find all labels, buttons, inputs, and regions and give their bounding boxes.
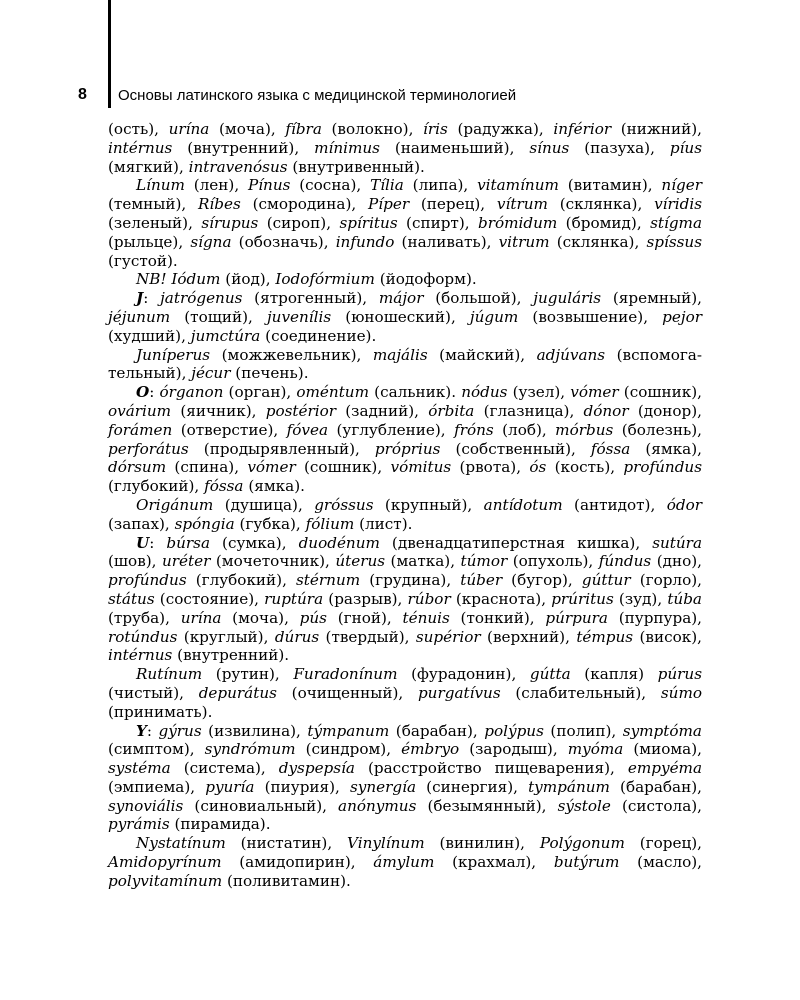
translation-text: (пирамида). (169, 815, 271, 834)
latin-term: spóngia (174, 514, 235, 533)
latin-term: státus (108, 589, 155, 608)
translation-text: (разрыв), (323, 589, 408, 608)
translation-text: (нистатин), (225, 834, 348, 853)
latin-term: Origánum (136, 495, 214, 514)
latin-term: Tília (370, 176, 404, 195)
latin-term: intravenósus (188, 157, 288, 176)
latin-term: Furadonínum (293, 665, 398, 684)
latin-term: profúndus (623, 458, 702, 477)
latin-term: spíssus (646, 232, 702, 251)
translation-text: (пазуха), (569, 138, 670, 157)
latin-term: pyuría (205, 777, 255, 796)
latin-term: depurátus (198, 683, 277, 702)
latin-term: infundo (335, 232, 395, 251)
latin-term: pejor (662, 307, 702, 326)
translation-text: (внутривенный). (287, 157, 425, 176)
translation-text: (горец), (624, 834, 702, 853)
translation-text: (барабан), (389, 721, 485, 740)
section-letter: O (136, 383, 150, 402)
translation-text: (орган), (223, 383, 297, 402)
paragraph (108, 289, 702, 345)
translation-text: (дно), (651, 552, 702, 571)
latin-term: anónymus (338, 796, 417, 815)
translation-text: (сумка), (210, 533, 299, 552)
latin-term: próprius (374, 439, 441, 458)
page-number: 8 (78, 86, 87, 103)
translation-text: (донор), (628, 401, 702, 420)
latin-term: polyvitamínum (108, 871, 223, 890)
latin-term: júgum (469, 307, 519, 326)
latin-term: ténuis (402, 608, 450, 627)
translation-text: (душица), (213, 495, 315, 514)
latin-term: dúrus (274, 627, 320, 646)
translation-text: (лен), (184, 176, 248, 195)
latin-term: vítrum (496, 195, 548, 214)
latin-term: fíbra (285, 120, 322, 138)
latin-term: Vinylínum (347, 834, 425, 853)
latin-term: tympánum (528, 777, 610, 796)
latin-term: juvenílis (266, 307, 332, 326)
translation-text: (темный), (108, 195, 198, 214)
translation-text: (двенадцатиперстная кишка), (379, 533, 653, 552)
translation-text: (извилина), (201, 721, 308, 740)
section-letter: Y (136, 721, 147, 740)
translation-text: (твердый), (319, 627, 416, 646)
translation-text: (рыльце), (108, 232, 191, 251)
latin-term: syndrómum (204, 740, 296, 759)
translation-text: (собственный), (440, 439, 591, 458)
paragraph (108, 120, 702, 176)
translation-text: (губка), (234, 514, 306, 533)
latin-term: búrsa (166, 533, 211, 552)
translation-text: (отверстие), (172, 420, 287, 439)
latin-term: túber (460, 571, 503, 590)
paragraph (108, 176, 702, 270)
latin-term: týmpanum (307, 721, 390, 740)
latin-term: adjúvans (536, 345, 606, 364)
latin-term: órganon (159, 383, 224, 402)
translation-text: (очищенный), (276, 683, 418, 702)
translation-text: (верхний), (480, 627, 577, 646)
latin-term: rotúndus (108, 627, 178, 646)
translation-text: (синдром), (295, 740, 402, 759)
translation-text: (склянка), (547, 195, 655, 214)
latin-term: systéma (108, 759, 171, 778)
latin-term: dónor (583, 401, 629, 420)
latin-term: purgatívus (417, 683, 501, 702)
translation-text: (горло), (630, 571, 702, 590)
translation-text: (капля) (570, 665, 658, 684)
latin-term: Píper (368, 195, 410, 214)
latin-term: urína (180, 608, 222, 627)
translation-text: (нижний), (611, 120, 703, 138)
translation-text: (круглый), (177, 627, 275, 646)
latin-term: túba (667, 589, 702, 608)
translation-text: (матка), (385, 552, 461, 571)
latin-term: vómer (247, 458, 296, 477)
latin-term: ruptúra (264, 589, 324, 608)
latin-term: fúndus (598, 552, 652, 571)
translation-text: (лоб), (493, 420, 556, 439)
translation-text: (печень). (230, 364, 309, 383)
latin-term: pyrámis (108, 815, 170, 834)
latin-term: forámen (108, 420, 173, 439)
translation-text: (смородина), (240, 195, 369, 214)
translation-text: (мягкий), (108, 157, 189, 176)
latin-term: Amidopyrínum (108, 853, 222, 872)
translation-text: (внутренний), (172, 138, 315, 157)
latin-term: vitamínum (477, 176, 559, 195)
translation-text: (возвышение), (518, 307, 663, 326)
translation-text: (моча), (221, 608, 300, 627)
latin-term: témpus (576, 627, 634, 646)
translation-text: (йод), (220, 270, 276, 289)
latin-term: órbita (428, 401, 475, 420)
translation-text: (зеленый), (108, 213, 202, 232)
translation-text: (болезнь), (613, 420, 702, 439)
latin-term: vómer (570, 383, 619, 402)
latin-term: Rutínum (136, 665, 203, 684)
section-letter: J (136, 289, 144, 308)
translation-text: (витамин), (558, 176, 662, 195)
paragraph (108, 383, 702, 496)
latin-term: sutúra (652, 533, 702, 552)
translation-text: (сосна), (290, 176, 371, 195)
latin-term: ódor (666, 495, 702, 514)
translation-text: (сошник), (295, 458, 391, 477)
latin-term: polýpus (484, 721, 544, 740)
translation-text: (барабан), (609, 777, 702, 796)
translation-text: (грудина), (360, 571, 461, 590)
translation-text: (систола), (610, 796, 703, 815)
translation-text: (крупный), (373, 495, 484, 514)
latin-term: synergía (350, 777, 417, 796)
latin-term: jatrógenus (160, 289, 243, 308)
latin-term: nódus (461, 383, 508, 402)
latin-term: gýrus (158, 721, 202, 740)
body-text (108, 120, 702, 891)
latin-term: myóma (567, 740, 624, 759)
latin-term: stígma (650, 213, 703, 232)
latin-term: dyspepsía (278, 759, 355, 778)
latin-term: fóssa (204, 477, 244, 496)
latin-term: fóssa (590, 439, 631, 458)
translation-text: (глубокий), (186, 571, 297, 590)
translation-text: (вспомогательный), (108, 345, 702, 383)
translation-text: (худший), (108, 326, 191, 345)
translation-text: (кость), (546, 458, 624, 477)
latin-term: juguláris (533, 289, 602, 308)
translation-text: (перец), (409, 195, 497, 214)
translation-text: (сироп), (258, 213, 340, 232)
translation-text: (спина), (166, 458, 248, 477)
translation-text: (мочеточник), (210, 552, 336, 571)
translation-text: (яремный), (601, 289, 702, 308)
translation-text: (антидот), (562, 495, 667, 514)
translation-text: (гной), (326, 608, 403, 627)
translation-text: (майский), (427, 345, 537, 364)
translation-text: (йодоформ). (374, 270, 477, 289)
page-header (78, 83, 516, 107)
translation-text: (ямка). (243, 477, 305, 496)
paragraph (108, 496, 702, 534)
translation-text: (опухоль), (507, 552, 599, 571)
latin-term: oméntum (296, 383, 369, 402)
translation-text: (винилин), (424, 834, 540, 853)
translation-text: (спирт), (397, 213, 478, 232)
latin-term: fróns (454, 420, 494, 439)
translation-text: (юношеский), (331, 307, 470, 326)
latin-term: níger (661, 176, 703, 195)
latin-term: mínimus (314, 138, 380, 157)
latin-term: mórbus (555, 420, 614, 439)
latin-term: fólium (305, 514, 355, 533)
latin-term: Iodofórmium (275, 270, 375, 289)
latin-term: symptóma (622, 721, 702, 740)
translation-text: (яичник), (171, 401, 266, 420)
latin-term: empyéma (627, 759, 703, 778)
translation-text: (бугор), (502, 571, 582, 590)
latin-term: gróssus (314, 495, 374, 514)
translation-text: (бромид), (557, 213, 651, 232)
translation-text: (наливать), (394, 232, 499, 251)
latin-term: urína (168, 120, 210, 138)
latin-term: dórsum (108, 458, 167, 477)
translation-text: (внутренний). (172, 646, 290, 665)
translation-text: (продырявленный), (188, 439, 375, 458)
latin-term: supérior (415, 627, 481, 646)
latin-term: ovárium (108, 401, 172, 420)
translation-text: : (149, 533, 167, 552)
translation-text: (волокно), (321, 120, 424, 138)
translation-text: (густой). (108, 251, 178, 270)
translation-text: (ятрогенный), (242, 289, 379, 308)
translation-text: (пурпура), (607, 608, 703, 627)
latin-term: víridis (654, 195, 702, 214)
latin-term: synoviális (108, 796, 184, 815)
translation-text: (моча), (209, 120, 286, 138)
translation-text: (висок), (633, 627, 702, 646)
translation-text: (система), (170, 759, 279, 778)
translation-text: (лист). (354, 514, 413, 533)
latin-term: perforátus (108, 439, 189, 458)
translation-text: (слабительный), (500, 683, 661, 702)
latin-term: stérnum (296, 571, 361, 590)
latin-term: Juníperus (136, 345, 211, 364)
latin-term: májor (378, 289, 424, 308)
translation-text: (синовиальный), (183, 796, 339, 815)
translation-text: (масло), (619, 853, 703, 872)
latin-term: Nystatínum (136, 834, 226, 853)
translation-text: (труба), (108, 608, 181, 627)
translation-text: (симптом), (108, 740, 205, 759)
latin-term: gúttur (581, 571, 631, 590)
latin-term: púrpura (545, 608, 608, 627)
translation-text: (ямка), (630, 439, 702, 458)
latin-term: sígna (190, 232, 232, 251)
latin-term: émbryo (401, 740, 460, 759)
latin-term: spíritus (339, 213, 398, 232)
latin-term: postérior (265, 401, 337, 420)
latin-term: jumctúra (190, 326, 261, 345)
latin-term: gútta (529, 665, 571, 684)
translation-text: (синергия), (416, 777, 529, 796)
translation-text: (склянка), (549, 232, 647, 251)
translation-text: (узел), (507, 383, 571, 402)
translation-text: (обозначь), (231, 232, 336, 251)
translation-text: : (143, 289, 161, 308)
translation-text: (рутин), (202, 665, 294, 684)
latin-term: úterus (335, 552, 386, 571)
translation-text: (тонкий), (449, 608, 546, 627)
translation-text: (чистый), (108, 683, 199, 702)
translation-text: (сошник), (618, 383, 702, 402)
latin-term: prúritus (551, 589, 614, 608)
paragraph (108, 346, 702, 384)
latin-term: píus (669, 138, 702, 157)
translation-text: (зуд), (613, 589, 668, 608)
translation-text: (пиурия), (254, 777, 350, 796)
translation-text: (большой), (423, 289, 534, 308)
translation-text: (наименьший), (379, 138, 530, 157)
latin-term: sírupus (201, 213, 259, 232)
latin-term: íris (423, 120, 448, 138)
latin-term: rúbor (407, 589, 451, 608)
latin-term: pús (299, 608, 327, 627)
translation-text: (запах), (108, 514, 175, 533)
translation-text: (сальник). (369, 383, 462, 402)
translation-text: : (146, 721, 159, 740)
translation-text: (миома), (623, 740, 702, 759)
section-letter: U (136, 533, 150, 552)
translation-text: (рвота), (451, 458, 530, 477)
translation-text: (краснота), (450, 589, 552, 608)
latin-term: túmor (460, 552, 508, 571)
paragraph (108, 534, 702, 666)
latin-term: vómitus (390, 458, 452, 477)
latin-term: Pínus (247, 176, 291, 195)
latin-term: Línum (136, 176, 185, 195)
translation-text: (задний), (336, 401, 429, 420)
latin-term: butýrum (553, 853, 620, 872)
paragraph (108, 665, 702, 721)
translation-text: (безымянный), (416, 796, 558, 815)
latin-term: duodénum (298, 533, 380, 552)
paragraph (108, 834, 702, 890)
translation-text: (глазница), (474, 401, 584, 420)
translation-text: (состояние), (154, 589, 265, 608)
translation-text: (тощий), (170, 307, 267, 326)
translation-text: : (149, 383, 160, 402)
paragraph (108, 270, 702, 289)
latin-term: antídotum (483, 495, 563, 514)
translation-text: (шов), (108, 552, 162, 571)
translation-text: (поливитамин). (222, 871, 351, 890)
translation-text: (амидопирин), (221, 853, 374, 872)
running-title: Основы латинского языка с медицинской терминологией (118, 86, 517, 104)
latin-term: jéjunum (108, 307, 171, 326)
translation-text: (ость), (108, 120, 169, 138)
latin-term: sýstole (557, 796, 611, 815)
translation-text: (фурадонин), (397, 665, 530, 684)
latin-term: intérnus (108, 138, 173, 157)
latin-term: NB! Iódum (136, 270, 221, 289)
translation-text: (липа), (403, 176, 478, 195)
translation-text: (полип), (543, 721, 623, 740)
latin-term: ámylum (373, 853, 435, 872)
latin-term: intérnus (108, 646, 173, 665)
latin-term: jécur (191, 364, 231, 383)
latin-term: púrus (657, 665, 702, 684)
translation-text: (расстройство пищеварения), (354, 759, 628, 778)
latin-term: inférior (553, 120, 612, 138)
translation-text: (можжевельник), (210, 345, 373, 364)
translation-text: (зародыш), (459, 740, 568, 759)
latin-term: brómidum (477, 213, 558, 232)
latin-term: profúndus (108, 571, 187, 590)
translation-text: (радужка), (447, 120, 554, 138)
latin-term: ós (529, 458, 547, 477)
translation-text: (соединение). (260, 326, 377, 345)
translation-text: (эмпиема), (108, 777, 206, 796)
latin-term: uréter (161, 552, 211, 571)
latin-term: fóvea (286, 420, 329, 439)
latin-term: Ríbes (198, 195, 241, 214)
translation-text: (углубление), (328, 420, 455, 439)
latin-term: vitrum (498, 232, 550, 251)
latin-term: Polýgonum (539, 834, 625, 853)
translation-text: (принимать). (108, 702, 213, 721)
paragraph (108, 722, 702, 835)
translation-text: (глубокий), (108, 477, 205, 496)
latin-term: súmo (660, 683, 702, 702)
latin-term: majális (372, 345, 428, 364)
translation-text: (крахмал), (434, 853, 554, 872)
latin-term: sínus (529, 138, 570, 157)
